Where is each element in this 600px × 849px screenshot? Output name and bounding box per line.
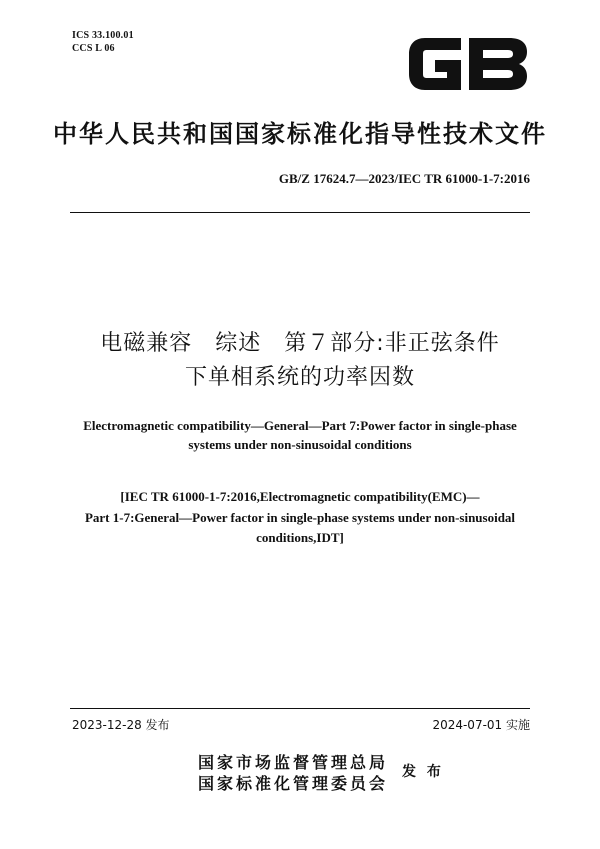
adoption-note-line-3: conditions,IDT] xyxy=(256,530,344,545)
issuer-line-2: 国家标准化管理委员会 xyxy=(198,774,389,793)
publish-label: 发 布 xyxy=(402,764,444,780)
gb-logo xyxy=(405,34,531,94)
title-chinese-line-2: 下单相系统的功率因数 xyxy=(184,365,415,390)
adoption-note-line-2: Part 1-7:General—Power factor in single-phase systems under non-sinusoidal xyxy=(84,510,516,525)
title-english-line-1: Electromagnetic compatibility—General—Part 7:Power factor in single-phase xyxy=(83,418,517,433)
title-english-line-2: systems under non-sinusoidal conditions xyxy=(188,437,412,452)
issuer-line-1: 国家市场监督管理总局 xyxy=(198,753,389,772)
top-divider xyxy=(70,212,530,213)
ccs-code: CCS L 06 xyxy=(72,43,115,54)
ics-code: ICS 33.100.01 xyxy=(72,30,134,41)
implementation-date: 2024-07-01 实施 xyxy=(432,718,530,732)
bottom-divider xyxy=(70,708,530,709)
standard-number: GB/Z 17624.7—2023/IEC TR 61000-1-7:2016 xyxy=(278,171,530,186)
adoption-note-line-1: [IEC TR 61000-1-7:2016,Electromagnetic compatibility(EMC)— xyxy=(120,489,480,504)
issue-date: 2023-12-28 发布 xyxy=(72,718,170,732)
gb-logo-graphic xyxy=(405,34,531,94)
title-chinese-line-1: 电磁兼容 综述 第７部分:非正弦条件 xyxy=(100,331,500,356)
standard-type-heading: 中华人民共和国国家标准化指导性技术文件 xyxy=(53,120,547,148)
